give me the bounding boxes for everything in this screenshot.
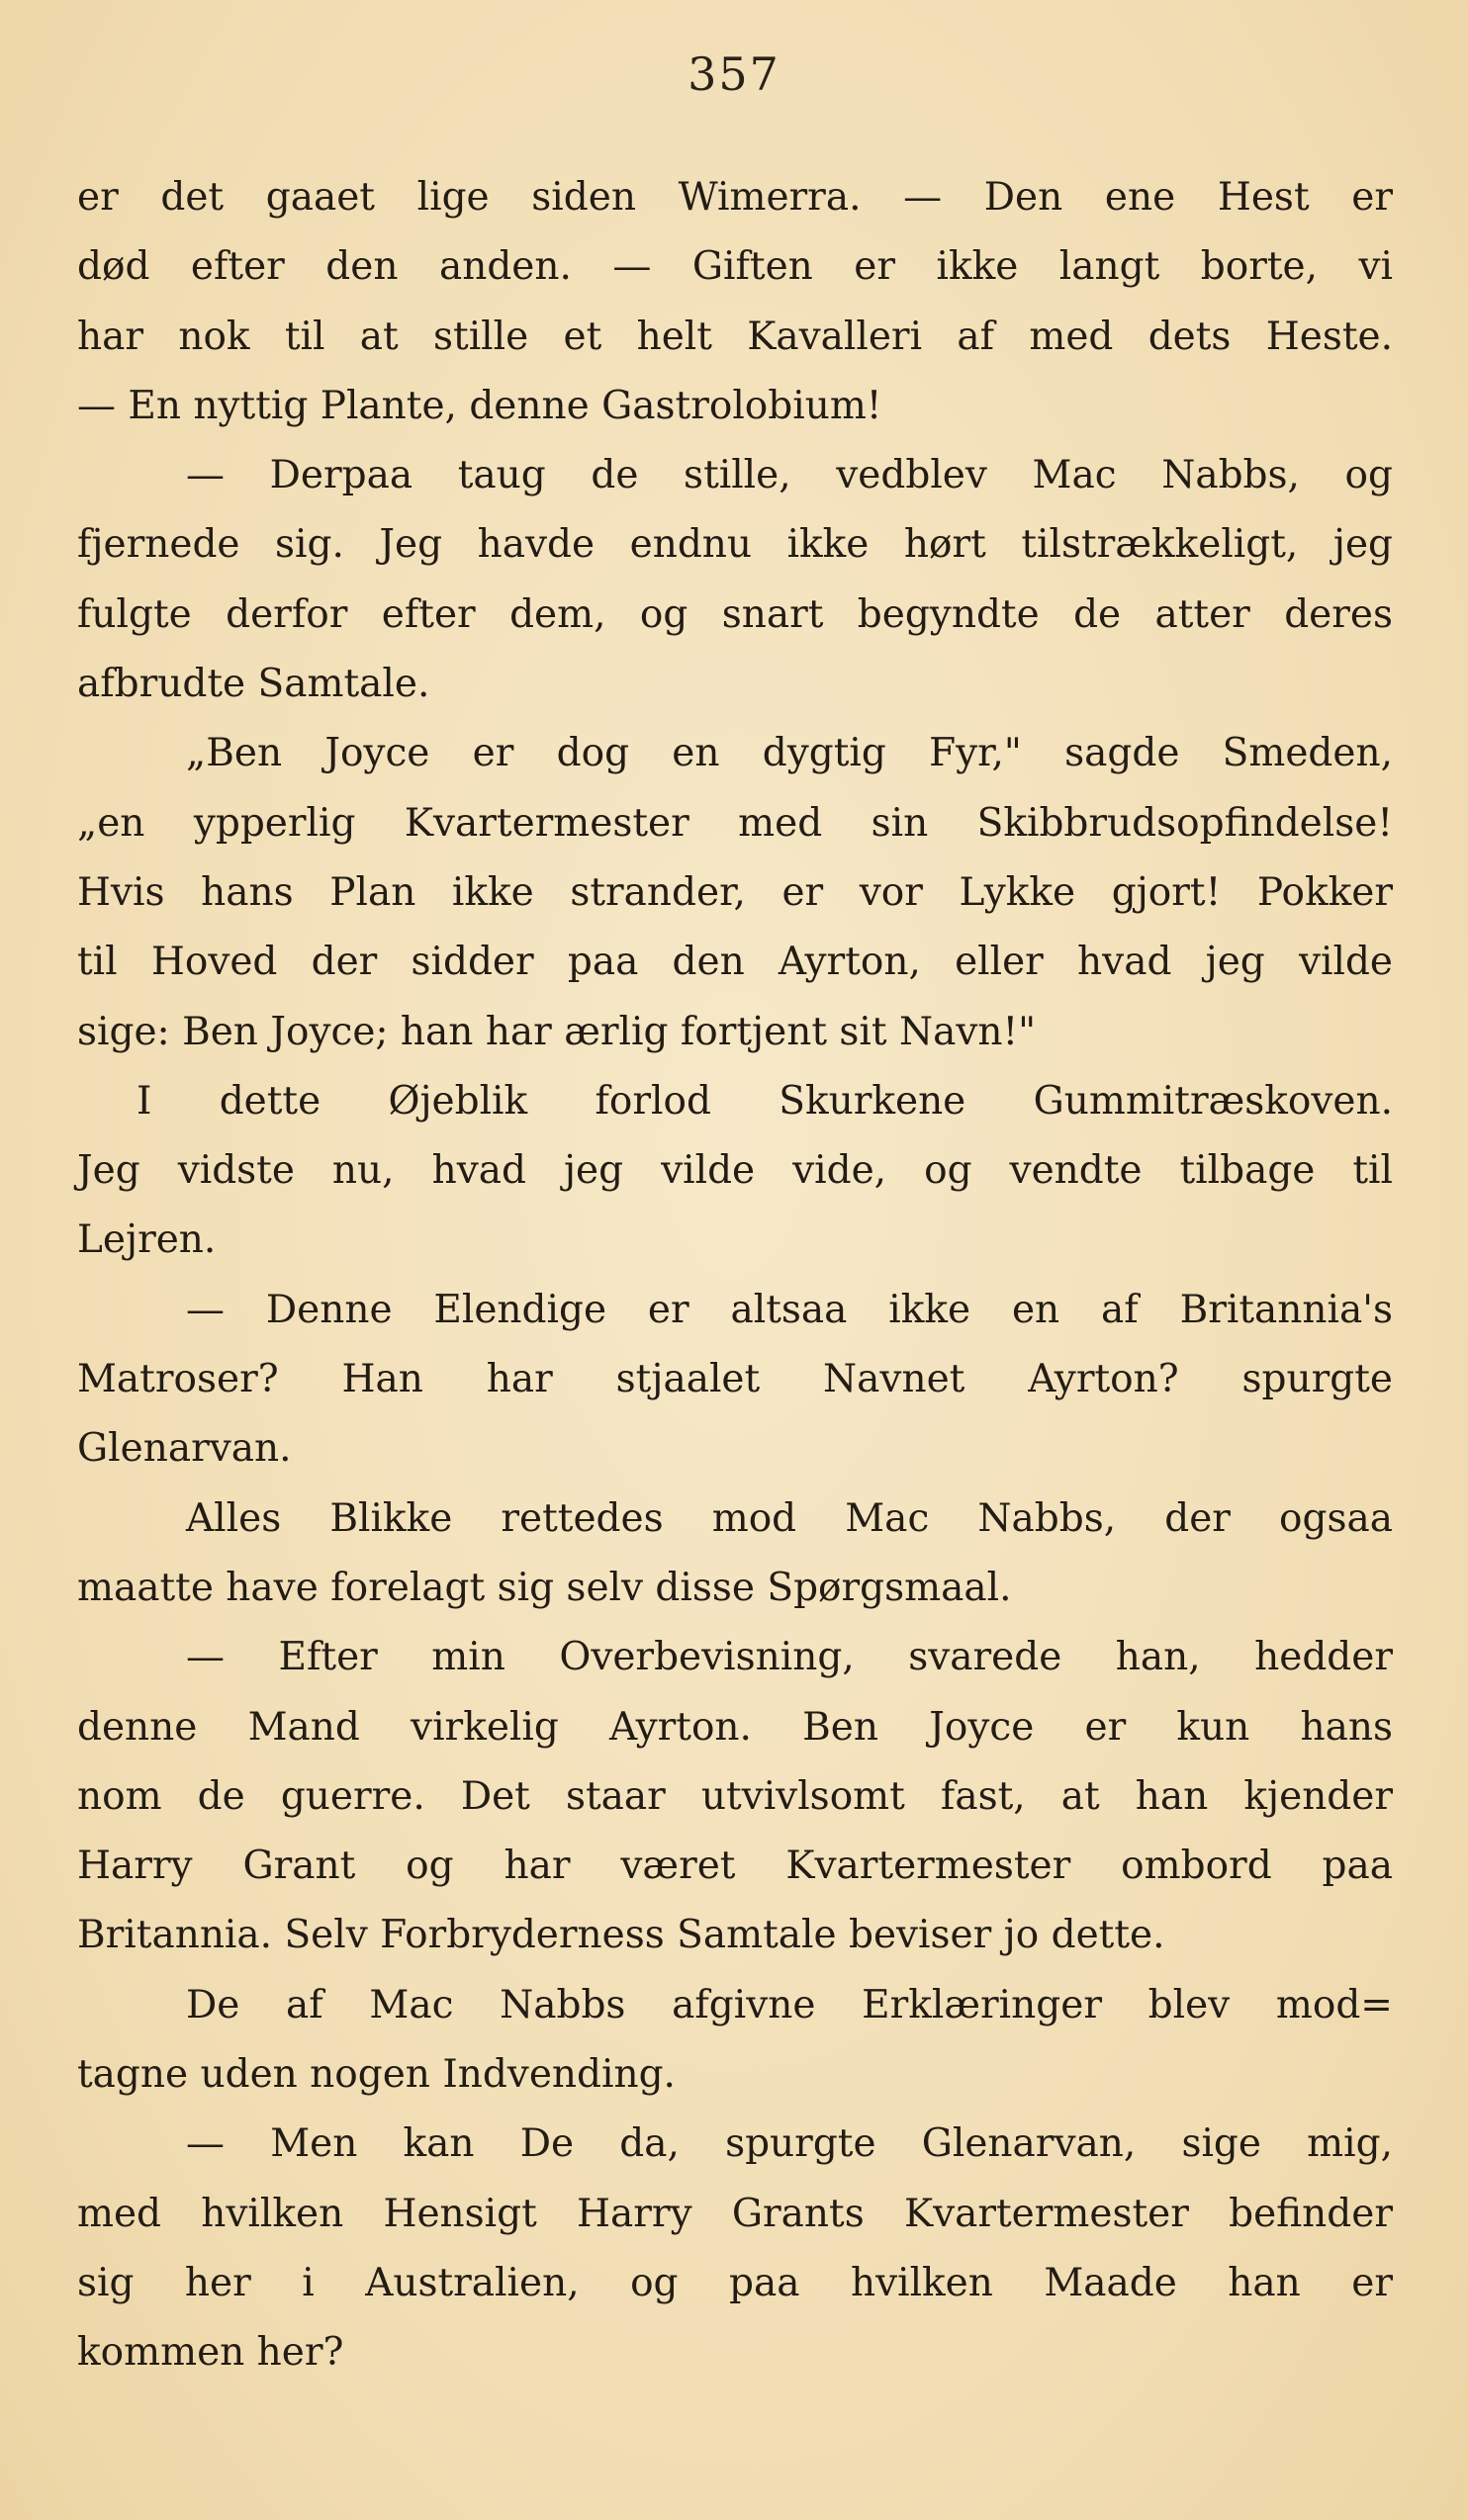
text-line: De af Mac Nabbs afgivne Erklæringer blev mod= bbox=[186, 1982, 1393, 2027]
paragraph bbox=[77, 1971, 1393, 2111]
paragraph bbox=[77, 163, 1393, 441]
text-line: fulgte derfor efter dem, og snart begyndte de atter deres bbox=[77, 591, 1393, 637]
paragraph bbox=[77, 1485, 1393, 1624]
text-line: Alles Blikke rettedes mod Mac Nabbs, der ogsaa bbox=[186, 1495, 1393, 1541]
text-line: — Men kan De da, spurgte Glenarvan, sige mig, bbox=[186, 2121, 1393, 2167]
text-line: Glenarvan. bbox=[77, 1426, 292, 1472]
page-number: 357 bbox=[688, 47, 780, 101]
paragraph bbox=[77, 719, 1393, 1066]
text-line: tagne uden nogen Indvending. bbox=[77, 2052, 676, 2098]
paragraph bbox=[77, 1067, 1393, 1276]
text-line: denne Mand virkelig Ayrton. Ben Joyce er kun hans bbox=[77, 1704, 1393, 1750]
text-line: „en ypperlig Kvartermester med sin Skibbrudsopfindelse! bbox=[77, 800, 1393, 846]
text-line: til Hoved der sidder paa den Ayrton, eller hvad jeg vilde bbox=[77, 940, 1393, 985]
text-line: sige: Ben Joyce; han har ærlig fortjent sit Navn!" bbox=[77, 1009, 1037, 1054]
text-line: — Derpaa taug de stille, vedblev Mac Nabbs, og bbox=[186, 453, 1393, 498]
text-line: Lejren. bbox=[77, 1217, 217, 1263]
text-line: sig her i Australien, og paa hvilken Maade han er bbox=[77, 2260, 1393, 2305]
text-line: I dette Øjeblik forlod Skurkene Gummitræskoven. bbox=[137, 1078, 1393, 1124]
body-text bbox=[77, 163, 1393, 2388]
text-line: maatte have forelagt sig selv disse Spørgsmaal. bbox=[77, 1565, 1012, 1610]
text-line: — Efter min Overbevisning, svarede han, hedder bbox=[186, 1635, 1393, 1680]
paragraph bbox=[77, 2110, 1393, 2387]
text-line: afbrudte Samtale. bbox=[77, 662, 430, 707]
text-line: kommen her? bbox=[77, 2330, 344, 2376]
text-line: „Ben Joyce er dog en dygtig Fyr," sagde Smeden, bbox=[186, 731, 1393, 776]
text-line: fjernede sig. Jeg havde endnu ikke hørt tilstrækkeligt, jeg bbox=[77, 522, 1393, 568]
paragraph bbox=[77, 1623, 1393, 1970]
paragraph bbox=[77, 1276, 1393, 1485]
text-line: Jeg vidste nu, hvad jeg vilde vide, og vendte tilbage til bbox=[77, 1148, 1393, 1194]
text-line: har nok til at stille et helt Kavalleri af med dets Heste. bbox=[77, 314, 1393, 359]
text-line: Matroser? Han har stjaalet Navnet Ayrton? spurgte bbox=[77, 1357, 1393, 1402]
text-line: — En nyttig Plante, denne Gastrolobium! bbox=[77, 383, 882, 428]
text-line: død efter den anden. — Giften er ikke langt borte, vi bbox=[77, 244, 1393, 290]
text-line: Britannia. Selv Forbryderness Samtale beviser jo dette. bbox=[77, 1913, 1165, 1958]
text-line: — Denne Elendige er altsaa ikke en af Britannia's bbox=[186, 1287, 1393, 1332]
text-line: Hvis hans Plan ikke strander, er vor Lykke gjort! Pokker bbox=[77, 869, 1393, 915]
text-line: Harry Grant og har været Kvartermester ombord paa bbox=[77, 1844, 1393, 1889]
text-line: er det gaaet lige siden Wimerra. — Den ene Hest er bbox=[77, 175, 1393, 220]
text-line: med hvilken Hensigt Harry Grants Kvartermester befinder bbox=[77, 2191, 1393, 2236]
paragraph bbox=[77, 441, 1393, 719]
text-line: nom de guerre. Det staar utvivlsomt fast, at han kjender bbox=[77, 1773, 1393, 1819]
